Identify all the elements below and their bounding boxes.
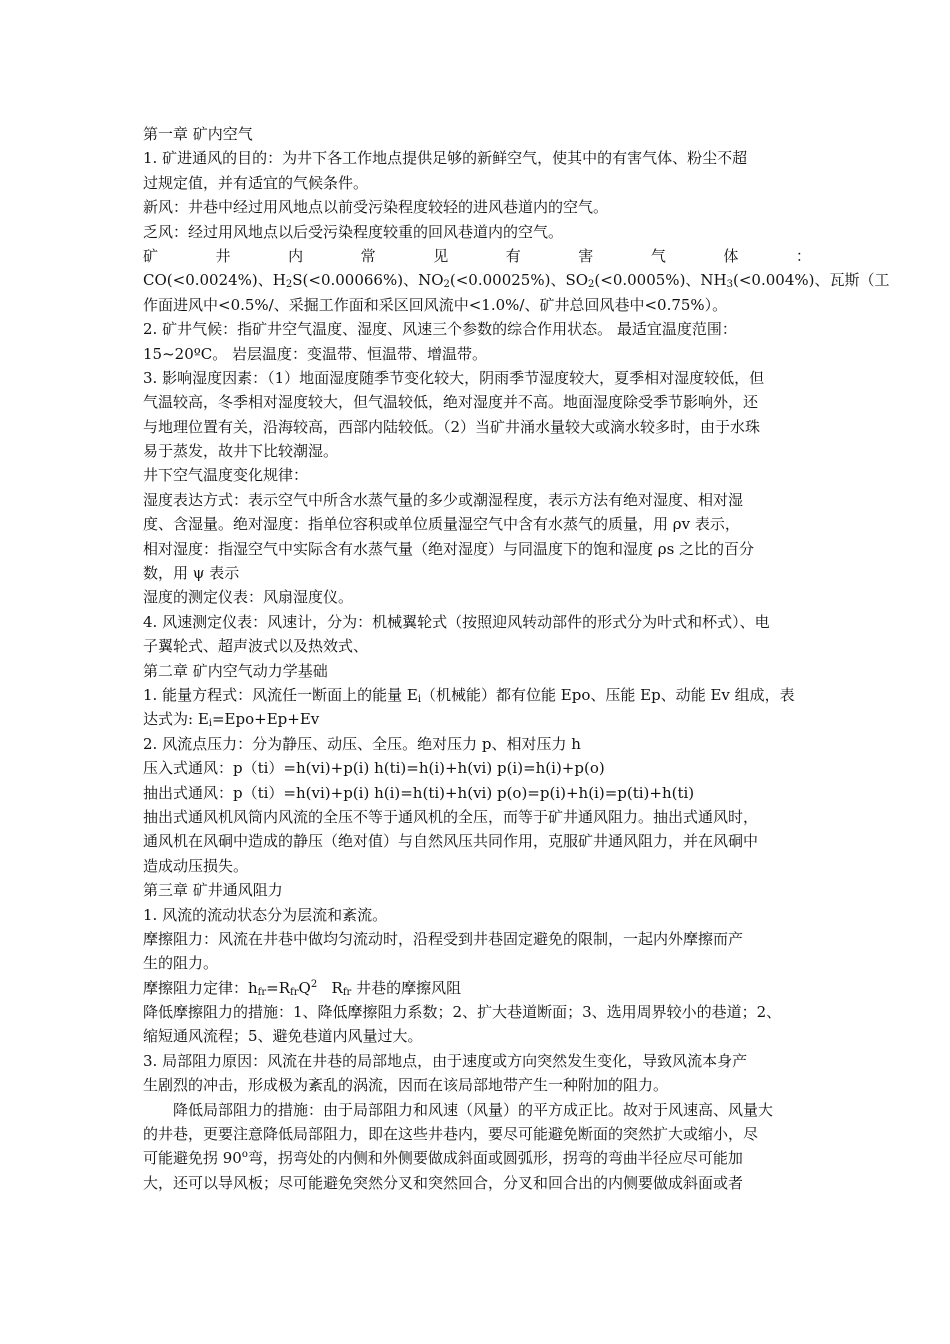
indented-paragraph-line: 降低局部阻力的措施：由于局部阻力和风速（风量）的平方成正比。故对于风速高、风量大: [173, 1100, 774, 1119]
paragraph-line: 乏风：经过用风地点以后受污染程度较重的回风巷道内的空气。: [143, 222, 564, 241]
energy-equation-line: 1. 能量方程式：风流任一断面上的能量 $E_i$（机械能）都有位能 Epo、压能 Ep、动能 Ev 组成，表: [143, 685, 795, 705]
paragraph-line: 气温较高，冬季相对湿度较大，但气温较低，绝对湿度并不高。地面湿度除受季节影响外，还: [143, 393, 759, 412]
paragraph-line: 作面进风中<0.5%/、采掘工作面和采区回风流中<1.0%/、矿井总回风巷中<0.75%）。: [143, 295, 728, 314]
paragraph-line: 生剧烈的冲击，形成极为紊乱的涡流，因而在该局部地带产生一种附加的阻力。: [143, 1076, 669, 1095]
paragraph-line: 与地理位置有关，沿海较高，西部内陆较低。（2）当矿井涌水量较大或滴水较多时，由于水珠: [143, 417, 761, 436]
paragraph-line-with-degree: 可能避免拐 90$^o$弯，拐弯处的内侧和外侧要做成斜面或圆弧形，拐弯的弯曲半径应尽可能加: [143, 1149, 743, 1168]
document-page: [143, 122, 890, 1195]
paragraph-line: 子翼轮式、超声波式以及热效式、: [143, 637, 369, 656]
paragraph-line: 3. 影响湿度因素：（1）地面湿度随季节变化较大，阴雨季节湿度较大，夏季相对湿度较低，但: [143, 368, 765, 387]
paragraph-line: 1. 风流的流动状态分为层流和紊流。: [143, 905, 388, 924]
paragraph-line: 3. 局部阻力原因：风流在井巷的局部地点，由于速度或方向突然发生变化，导致风流本身产: [143, 1051, 748, 1070]
chapter-3-heading: 第三章 矿井通风阻力: [143, 881, 283, 900]
formula-line: 压入式通风：p（ti）=h(vi)+p(i) h(ti)=h(i)+h(vi) p(i)=h(i)+p(o): [143, 759, 605, 778]
paragraph-line: 4. 风速测定仪表：风速计，分为：机械翼轮式（按照迎风转动部件的形式分为叶式和杯式）、电: [143, 612, 770, 631]
paragraph-line: 15~20ºC。 岩层温度：变温带、恒温带、增温带。: [143, 344, 488, 363]
paragraph-line: 大，还可以导风板；尽可能避免突然分叉和突然回合，分叉和回合出的内侧要做成斜面或者: [143, 1173, 744, 1192]
paragraph-line: 2. 风流点压力：分为静压、动压、全压。绝对压力 p、相对压力 h: [143, 734, 581, 753]
chapter-1-heading: 第一章 矿内空气: [143, 125, 253, 143]
friction-law-line: 摩擦阻力定律：$h_{fr}=R_{fr}Q^2$ $R_{fr}$ 井巷的摩擦风阻: [143, 978, 462, 998]
paragraph-line: 过规定值，并有适宜的气候条件。: [143, 173, 369, 192]
paragraph-line: 抽出式通风机风筒内风流的全压不等于通风机的全压，而等于矿井通风阻力。抽出式通风时，: [143, 807, 759, 826]
paragraph-line: 数，用 ψ 表示: [143, 564, 240, 583]
paragraph-line: 降低摩擦阻力的措施：1、降低摩擦阻力系数；2、扩大巷道断面；3、选用周界较小的巷道；2、: [143, 1003, 782, 1022]
paragraph-line: 相对湿度：指湿空气中实际含有水蒸气量（绝对湿度）与同温度下的饱和湿度 ρs 之比的百分: [143, 539, 755, 558]
paragraph-line: 易于蒸发，故井下比较潮湿。: [143, 442, 339, 461]
paragraph-line: 新风：井巷中经过用风地点以前受污染程度较轻的进风巷道内的空气。: [143, 198, 609, 217]
paragraph-line: 湿度的测定仪表：风扇湿度仪。: [143, 588, 354, 607]
paragraph-line: 生的阻力。: [143, 954, 219, 973]
paragraph-line: 摩擦阻力：风流在井巷中做均匀流动时，沿程受到井巷固定避免的限制，一起内外摩擦而产: [143, 929, 744, 948]
harmful-gases-line: CO(<0.0024%)、$H_2S(<0.00066\%)$、$NO_2(<0.00025\%)$、$SO_2(<0.0005\%)$、$NH_3(<0.004\%)$、瓦斯（工: [143, 271, 890, 291]
paragraph-line: 湿度表达方式：表示空气中所含水蒸气量的多少或潮湿程度，表示方法有绝对湿度、相对湿: [143, 490, 744, 509]
paragraph-line: 1. 矿进通风的目的：为井下各工作地点提供足够的新鲜空气，使其中的有害气体、粉尘不超: [143, 149, 748, 168]
energy-formula-line: 达式为: $E_i=Epo+Ep+Ev$: [143, 710, 320, 730]
formula-line: 抽出式通风：p（ti）=h(vi)+p(i) h(i)=h(ti)+h(vi) p(o)=p(i)+h(i)=p(ti)+h(ti): [143, 783, 695, 802]
paragraph-line: 井下空气温度变化规律：: [143, 466, 309, 485]
paragraph-line: 2. 矿井气候：指矿井空气温度、湿度、风速三个参数的综合作用状态。 最适宜温度范围：: [143, 320, 737, 339]
chapter-2-heading: 第二章 矿内空气动力学基础: [143, 661, 328, 680]
paragraph-line: 度、含湿量。绝对湿度：指单位容积或单位质量湿空气中含有水蒸气的质量，用 ρv 表示，: [143, 515, 740, 534]
paragraph-line: 缩短通风流程；5、避免巷道内风量过大。: [143, 1027, 423, 1046]
paragraph-line: 通风机在风硐中造成的静压（绝对值）与自然风压共同作用，克服矿井通风阻力，并在风硐中: [143, 832, 759, 851]
paragraph-line-spread: 矿 井 内 常 见 有 害 气 体 ：: [143, 246, 811, 265]
paragraph-line: 的井巷，更要注意降低局部阻力，即在这些井巷内，要尽可能避免断面的突然扩大或缩小，尽: [143, 1125, 759, 1144]
paragraph-line: 造成动压损失。: [143, 856, 249, 875]
